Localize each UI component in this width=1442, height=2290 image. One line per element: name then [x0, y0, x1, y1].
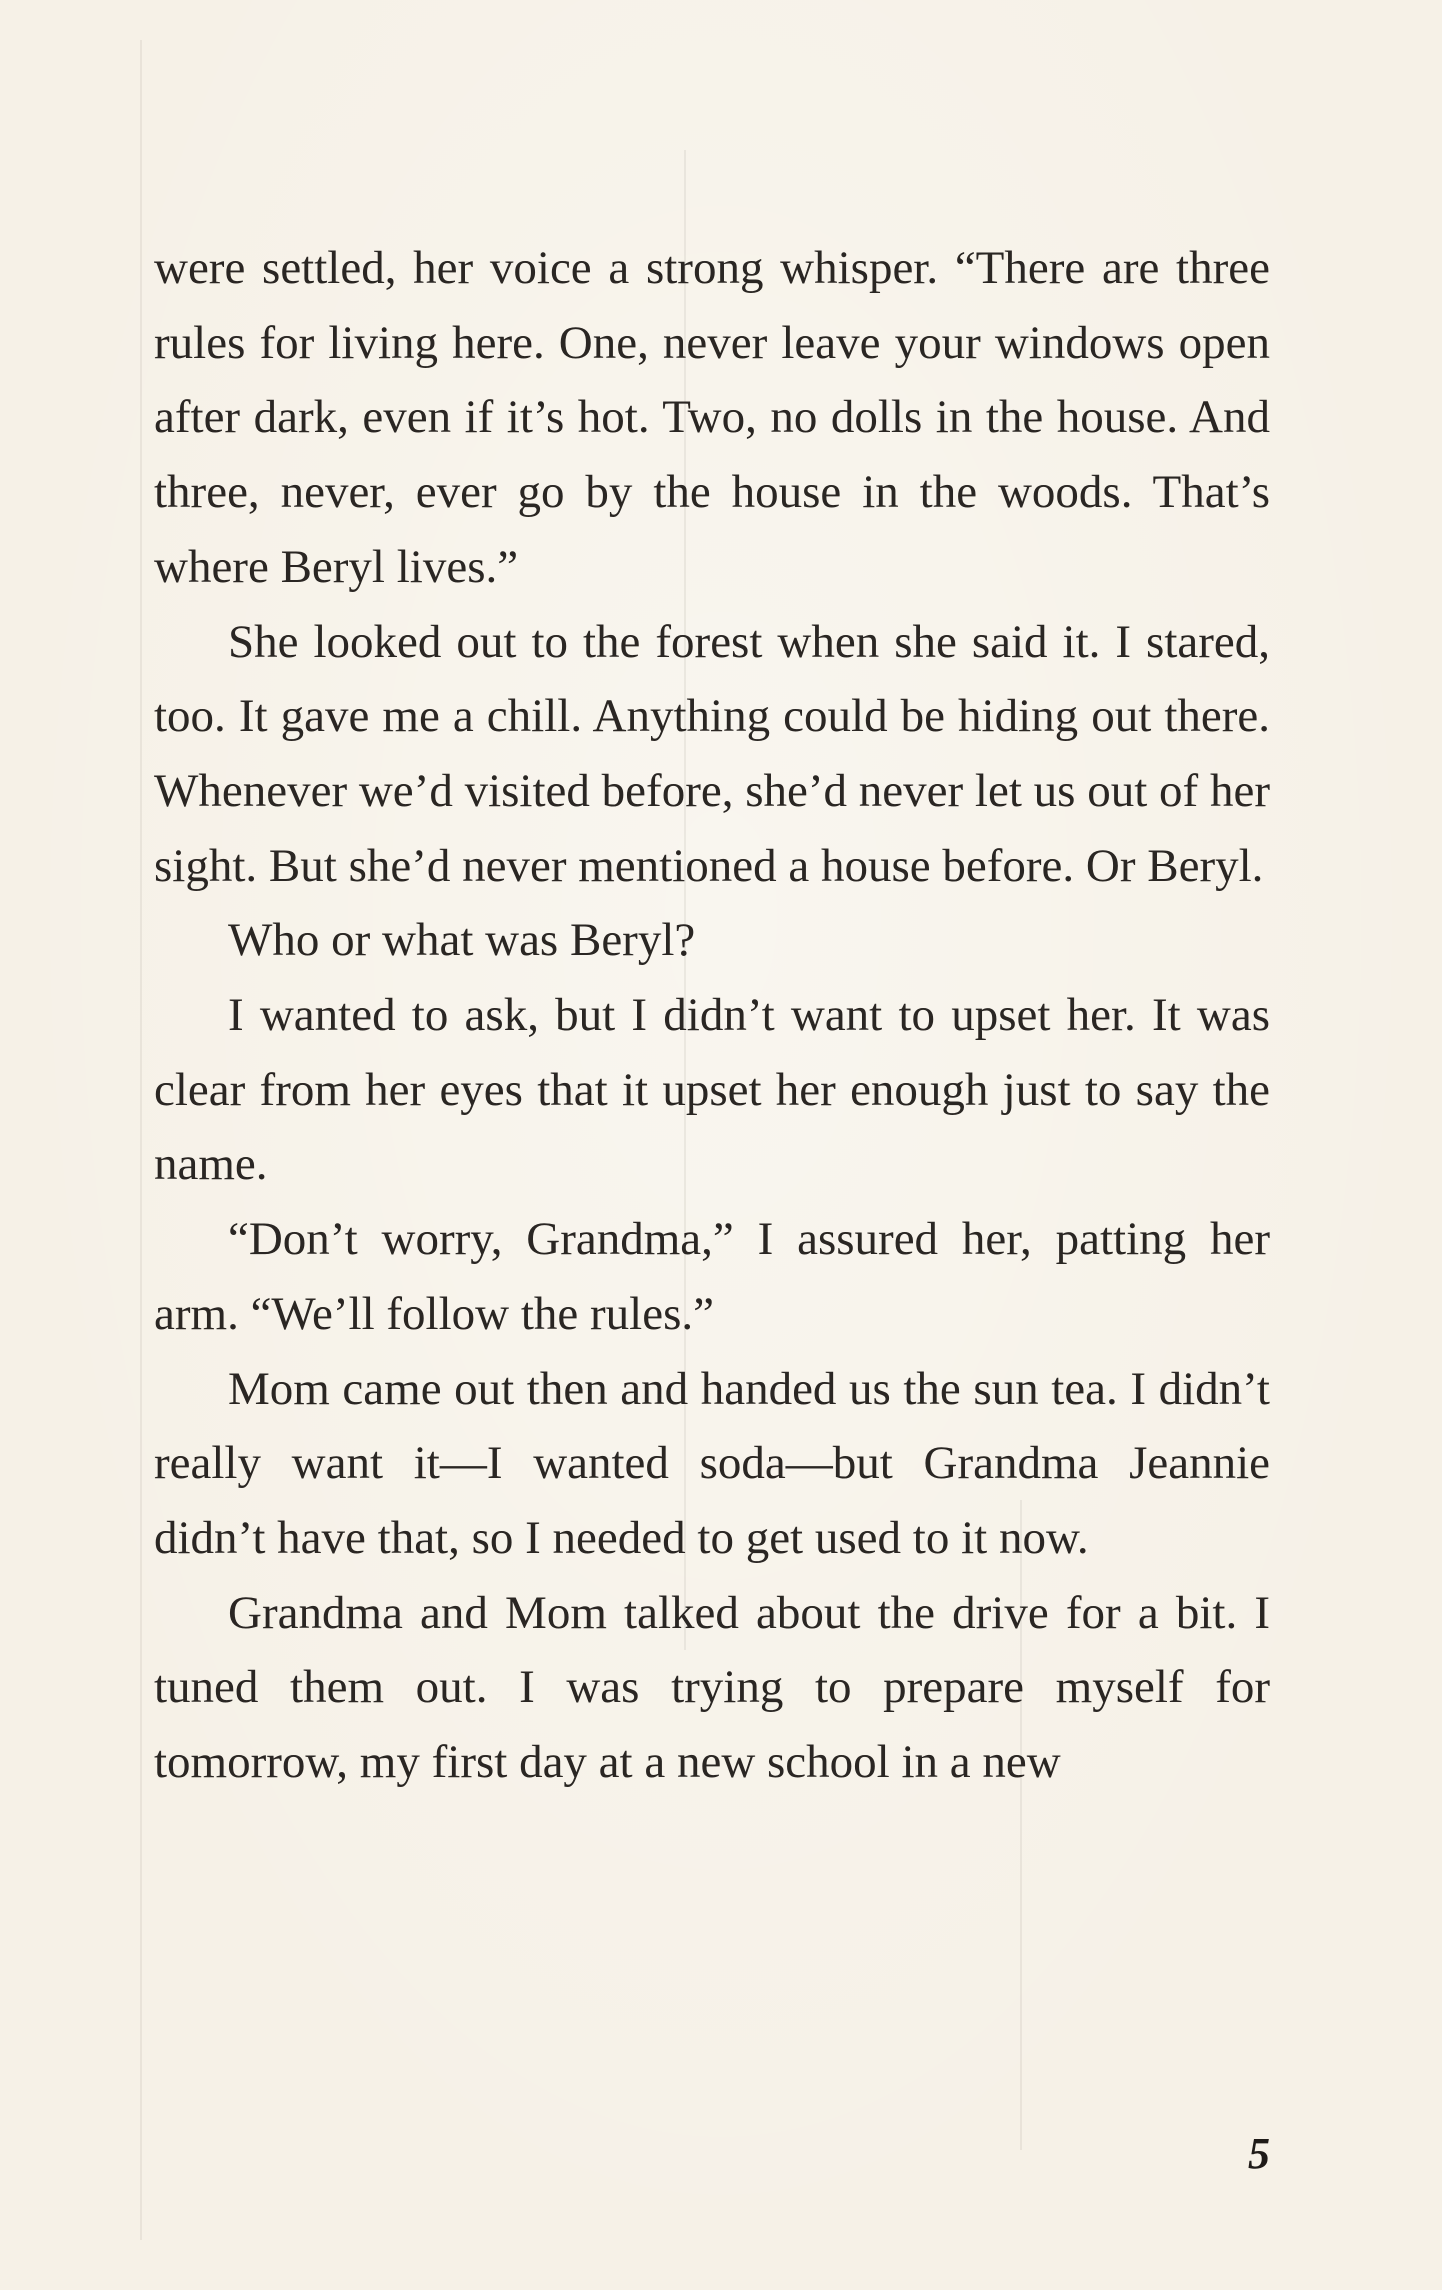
body-text — [154, 231, 1270, 1800]
paragraph-3: Who or what was Beryl? — [228, 914, 696, 967]
paragraph-4: I wanted to ask, but I didn’t want to upset her. It was clear from her eyes that it upset her enough just to say the name. — [154, 989, 1270, 1191]
page-crease-left — [140, 40, 142, 2240]
paragraph-5: “Don’t worry, Grandma,” I assured her, patting her arm. “We’ll follow the rules.” — [154, 1213, 1270, 1340]
paragraph-6: Mom came out then and handed us the sun tea. I didn’t really want it—I wanted soda—but Grandma Jeannie didn’t have that, so I needed to get used to it now. — [154, 1362, 1270, 1564]
paragraph-7: Grandma and Mom talked about the drive for a bit. I tuned them out. I was trying to prepare myself for tomorrow, my first day at a new school in a new — [154, 1586, 1270, 1789]
page-number: 5 — [1248, 2129, 1270, 2178]
paragraph-2: She looked out to the forest when she said it. I stared, too. It gave me a chill. Anything could be hiding out there. Whenever we’d visited before, she’d never let us out of her sight. But she’d never mentioned a house before. Or Beryl. — [154, 615, 1270, 892]
paragraph-1: were settled, her voice a strong whisper. “There are three rules for living here. One, never leave your windows open after dark, even if it’s hot. Two, no dolls in the house. And three, never, ever go by the house in the woods. That’s where Beryl lives.” — [154, 242, 1270, 593]
